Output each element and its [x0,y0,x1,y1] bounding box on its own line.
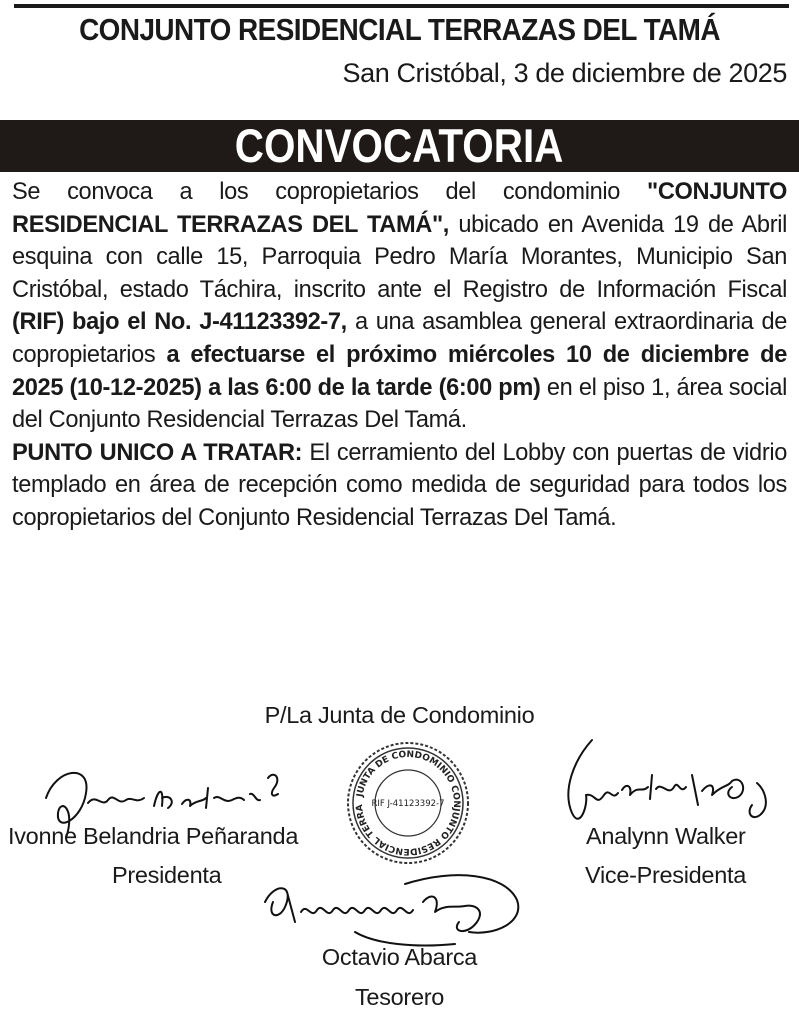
bold-segment: (RIF) bajo el No. J-41123392-7, [12,309,347,336]
text-segment: Se convoca a los copropietarios del condominio [12,179,647,205]
page-title: CONVOCATORIA [235,119,564,172]
left-signer-role: Presidenta [112,862,222,888]
organization-title: CONJUNTO RESIDENCIAL TERRAZAS DEL TAMÁ [79,12,720,47]
bold-segment: "CONJUNTO RESIDENCIAL TERRAZAS DEL TAMÁ", [12,179,787,238]
condominium-stamp [338,731,473,868]
bottom-signature [255,862,535,957]
agenda-text: El cerramiento del Lobby con puertas de vidrio templado en área de recepción como medida de seguridad para todos los copropietarios del Conjunto Residencial Terrazas Del Tamá. [12,439,787,531]
notice-body [12,176,787,535]
title-banner [0,120,799,172]
paragraph-agenda [12,437,787,535]
right-signer-role: Vice-Presidenta [585,862,746,888]
svg-text:JUNTA DE CONDOMINIO CONJUNTO R [339,731,462,856]
text-segment: ubicado en Avenida 19 de Abril esquina con calle 15, Parroquia Pedro María Morantes, Municipio San Cristóbal, estado Táchira, inscrito ante el Registro de Información Fiscal [12,211,787,303]
left-signer-name: Ivonne Belandria Peñaranda [8,823,299,849]
stamp-ring-text: JUNTA DE CONDOMINIO CONJUNTO RESIDENCIAL TERRAZAS DEL TAMA [338,731,462,857]
bold-segment: a efectuarse el próximo miércoles 10 de diciembre de 2025 (10-12-2025) a las 6:00 de la tarde (6:00 pm) [12,341,787,401]
text-segment: a una asamblea general extraordinaria de copropietarios [12,309,787,368]
paragraph-convocation [12,176,787,437]
stamp-center-text: RIF J-41123392-7 [371,799,445,809]
top-rule [14,4,789,8]
text-segment: en el piso 1, área social del Conjunto Residencial Terrazas Del Tamá. [12,374,787,434]
agenda-heading: PUNTO UNICO A TRATAR: [12,439,303,466]
right-signer-name: Analynn Walker [586,823,746,849]
signature-by-line: P/La Junta de Condominio [264,702,535,728]
date-line: San Cristóbal, 3 de diciembre de 2025 [342,58,787,88]
bottom-signer-name: Octavio Abarca [321,944,478,970]
bottom-signer-role: Tesorero [354,984,445,1010]
